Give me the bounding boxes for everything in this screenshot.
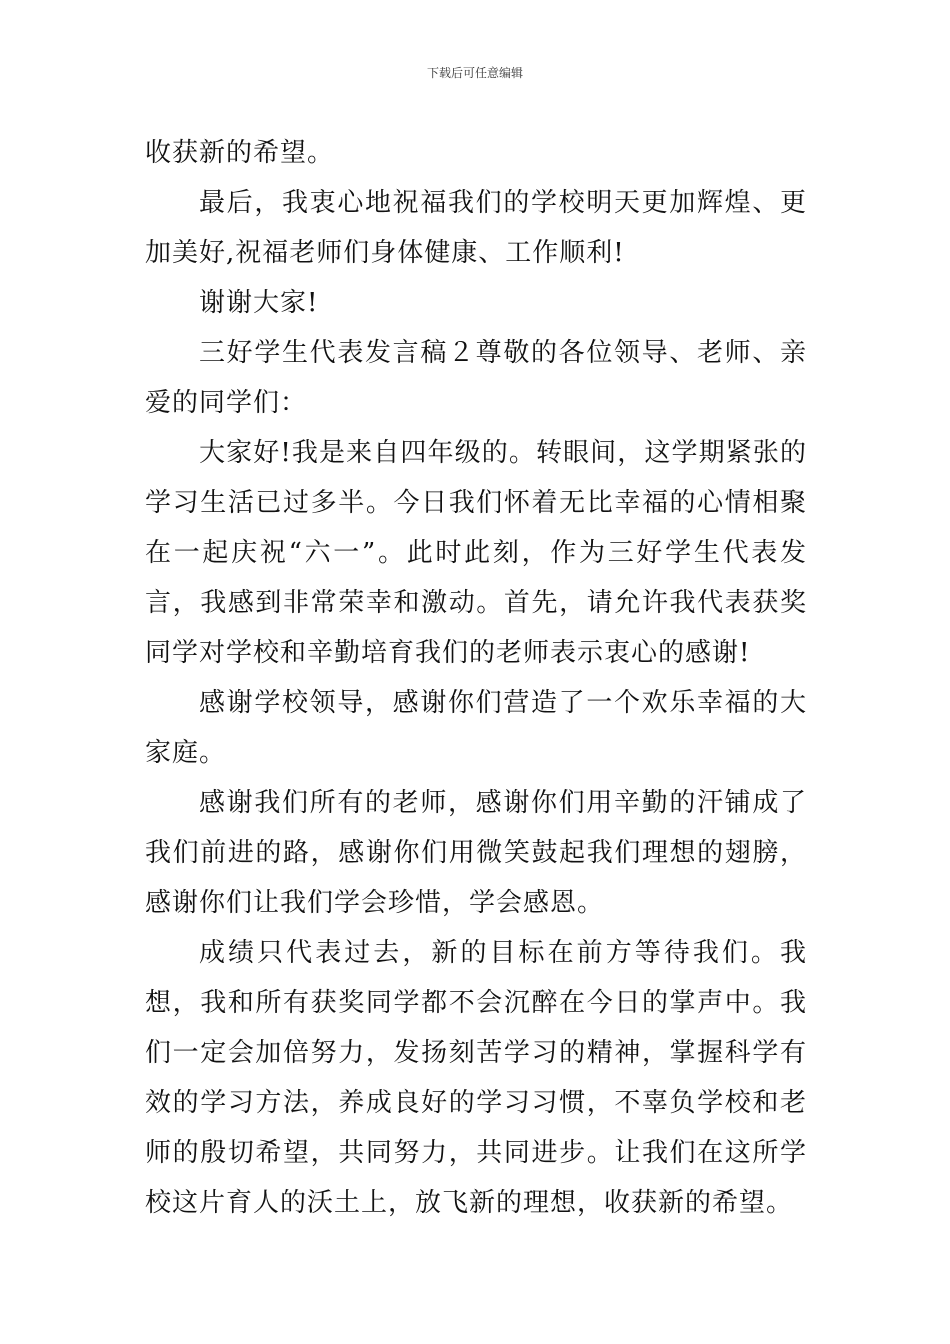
paragraph-thank-teachers: 感谢我们所有的老师，感谢你们用辛勤的汗铺成了我们前进的路，感谢你们用微笑鼓起我们理想的翅膀，感谢你们让我们学会珍惜，学会感恩。 (145, 788, 807, 918)
paragraph-speech-title: 三好学生代表发言稿２尊敬的各位领导、老师、亲爱的同学们： (145, 338, 807, 418)
paragraph-future-goals: 成绩只代表过去，新的目标在前方等待我们。我想，我和所有获奖同学都不会沉醉在今日的掌声中。我们一定会加倍努力，发扬刻苦学习的精神，掌握科学有效的学习方法，养成良好的学习习惯，不辜负学校和老师的殷切希望，共同努力，共同进步。让我们在这所学校这片育人的沃土上，放飞新的理想，收获新的希望。 (145, 938, 807, 1218)
paragraph-thank-leaders: 感谢学校领导，感谢你们营造了一个欢乐幸福的大家庭。 (145, 688, 807, 768)
paragraph-continuation: 收获新的希望。 (145, 138, 335, 168)
paragraph-closing-wishes: 最后，我衷心地祝福我们的学校明天更加辉煌、更加美好,祝福老师们身体健康、工作顺利! (145, 188, 807, 268)
page-header: 下载后可任意编辑 (426, 66, 523, 80)
paragraph-thanks: 谢谢大家! (199, 288, 319, 318)
paragraph-greeting: 大家好!我是来自四年级的。转眼间，这学期紧张的学习生活已过多半。今日我们怀着无比幸福的心情相聚在一起庆祝“六一”。此时此刻，作为三好学生代表发言，我感到非常荣幸和激动。首先，请允许我代表获奖同学对学校和辛勤培育我们的老师表示衷心的感谢! (145, 438, 807, 668)
document-body (145, 128, 807, 1228)
